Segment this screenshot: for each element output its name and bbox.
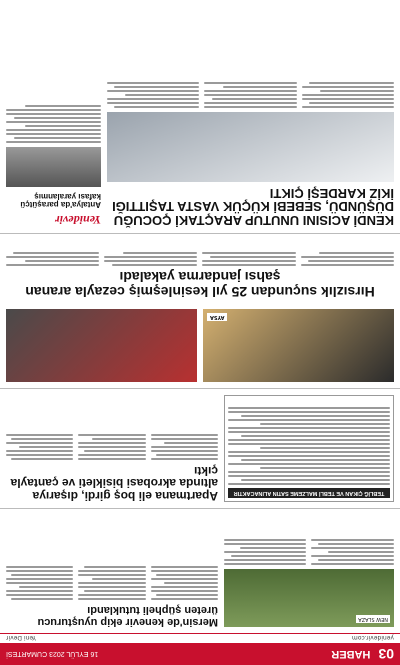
photo-tag-1: AYSA xyxy=(207,313,227,321)
top-right-text xyxy=(6,566,218,600)
masthead xyxy=(0,643,400,665)
subbar xyxy=(0,633,400,643)
news-photo-1 xyxy=(203,309,394,382)
side-photo xyxy=(6,147,101,187)
lead-story xyxy=(107,39,394,227)
side-logo: Yenidevir xyxy=(55,213,101,227)
side-headline: Antalya'da paraşütçü kafası yaralanmış xyxy=(20,191,101,209)
top-left-column xyxy=(224,515,394,627)
issue-date: 16 EYLÜL 2023 CUMARTESİ xyxy=(6,650,99,658)
notice-title: TEBLİĞ ÇIKAN VE TEBLİ MALZEME SATIN ALINACAKTIR xyxy=(228,488,390,498)
notice-box xyxy=(224,395,394,502)
lead-headline: KENDİ ACISINI UNUTUP ARAÇTAKİ ÇOCUĞU DÜŞÜNDÜ, SEBEBİ KÜÇÜK VASTA TAŞITTIĞI İKİZ KARDEŞİ ÇIKTI xyxy=(112,185,394,228)
section-title: HABER xyxy=(331,648,371,660)
side-column xyxy=(6,39,101,227)
top-right-column xyxy=(6,515,218,627)
middle-section xyxy=(0,388,400,508)
top-left-text xyxy=(224,539,394,565)
photo-label: NEW SLAZA xyxy=(358,616,388,622)
top-headline: Mersin'de kenevir ekip uyuşturucu üreten şüpheli tutuklandı xyxy=(37,604,218,628)
mid-right-column xyxy=(6,395,218,502)
news-photo-2 xyxy=(6,309,197,382)
mid-headline: Apartmana eli boş girdi, dışarıya altında akrobasi bisikleti ve çantayla çıktı xyxy=(10,463,218,503)
top-section xyxy=(0,508,400,633)
subbar-right: Yeni Devir xyxy=(6,634,36,641)
second-story xyxy=(0,233,400,303)
lead-photo xyxy=(107,112,394,182)
second-headline: Hırsızlık suçundan 25 yıl kesinleşmiş cezayla aranan şahsı jandarma yakaladı xyxy=(25,269,375,300)
plant-photo xyxy=(224,569,394,627)
subbar-left: yenidevir.com xyxy=(351,634,394,641)
photo-row xyxy=(0,303,400,388)
lower-section xyxy=(0,33,400,233)
page-number: 03 xyxy=(378,646,394,662)
